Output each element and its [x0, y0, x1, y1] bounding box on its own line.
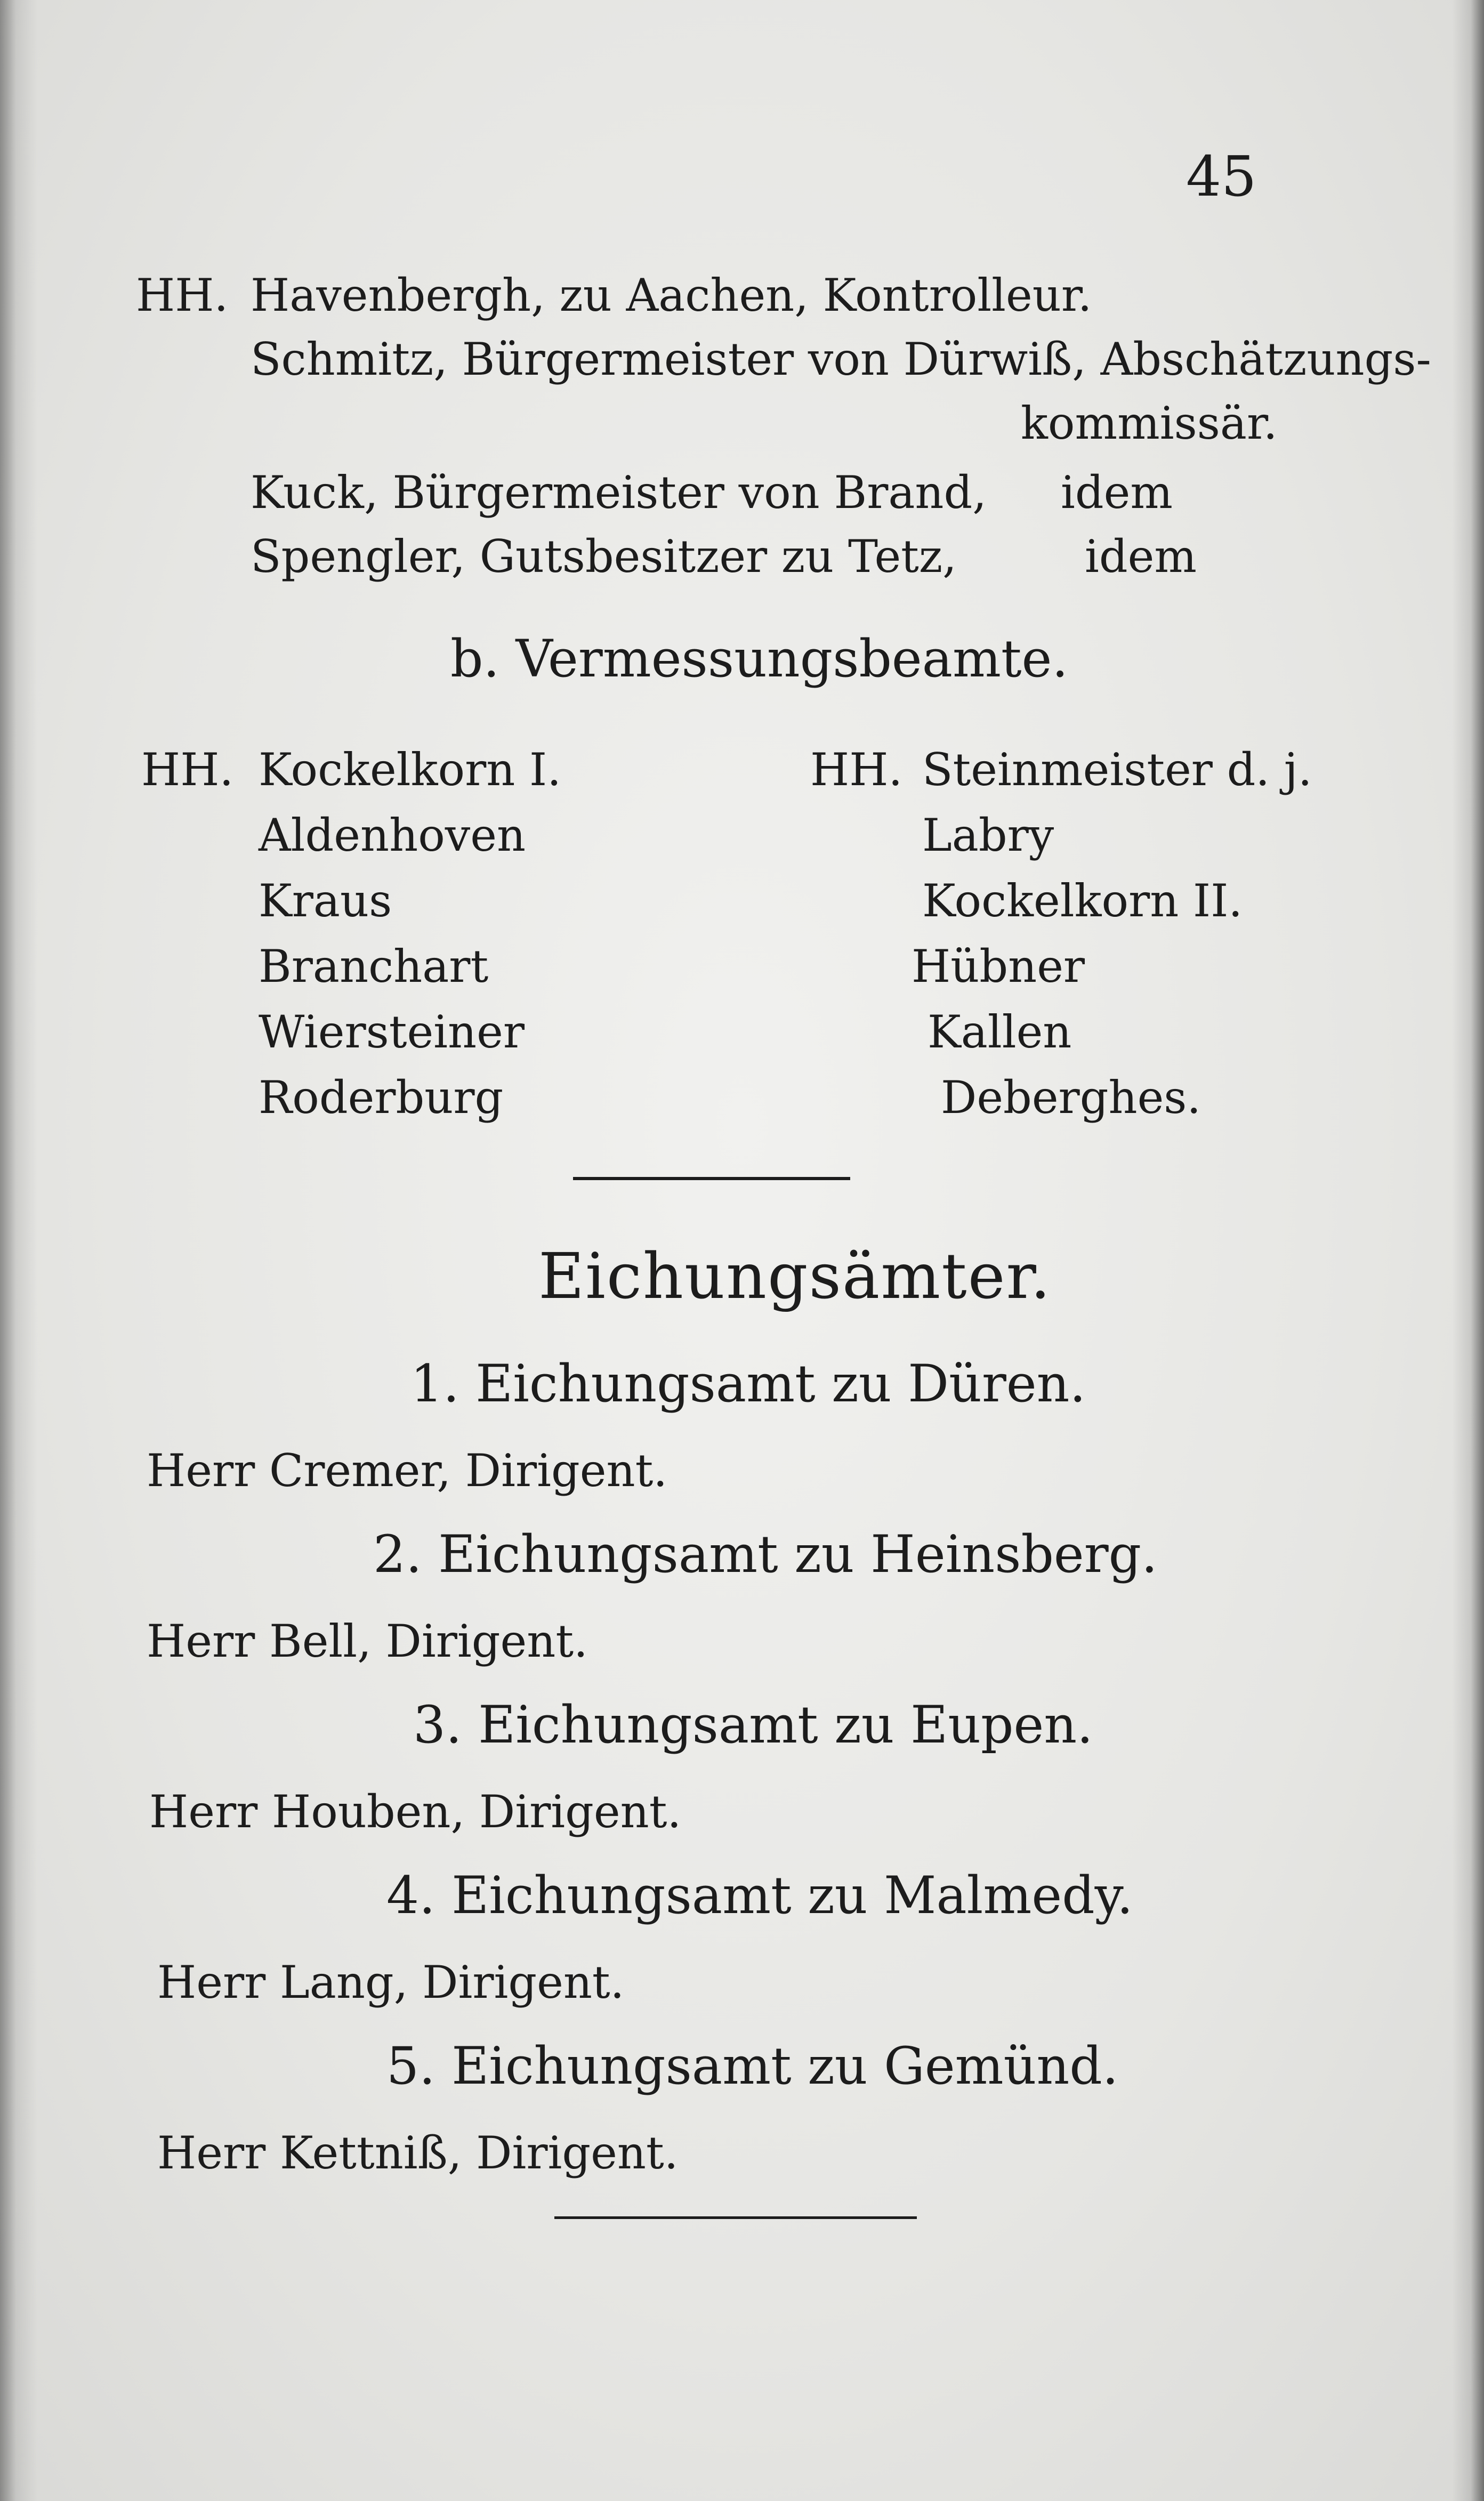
official-spengler: Spengler, Gutsbesitzer zu Tetz,	[251, 530, 957, 583]
official-schmitz-continuation: kommissär.	[1021, 397, 1278, 449]
office-title: 1. Eichungsamt zu Düren.	[410, 1354, 1086, 1414]
survey-right-item: Kallen	[928, 1006, 1072, 1058]
survey-right-item: Kockelkorn II.	[922, 875, 1243, 927]
official-kuck-note: idem	[1061, 466, 1173, 519]
office-person: Herr Lang, Dirigent.	[157, 1956, 625, 2008]
end-divider	[554, 2216, 917, 2219]
official-schmitz: Schmitz, Bürgermeister von Dürwiß, Abschätzungs-	[251, 333, 1431, 385]
office-title: 2. Eichungsamt zu Heinsberg.	[373, 1524, 1158, 1584]
office-title: 3. Eichungsamt zu Eupen.	[413, 1695, 1093, 1755]
survey-right-item: Deberghes.	[941, 1071, 1201, 1124]
survey-left-prefix: HH.	[141, 744, 234, 796]
official-kuck: Kuck, Bürgermeister von Brand,	[251, 466, 987, 519]
survey-left-item: Roderburg	[259, 1071, 504, 1124]
official-havenbergh: Havenbergh, zu Aachen, Kontrolleur.	[251, 269, 1092, 321]
survey-right-prefix: HH.	[810, 744, 903, 796]
survey-right-item: Steinmeister d. j.	[922, 744, 1312, 796]
survey-section-title: b. Vermessungsbeamte.	[450, 629, 1068, 689]
calibration-heading: Eichungsämter.	[538, 1239, 1052, 1313]
survey-right-item: Labry	[922, 809, 1054, 861]
survey-left-item: Kockelkorn I.	[259, 744, 561, 796]
office-person: Herr Bell, Dirigent.	[147, 1615, 588, 1667]
office-person: Herr Kettniß, Dirigent.	[157, 2127, 679, 2179]
survey-left-item: Wiersteiner	[259, 1006, 525, 1058]
survey-left-item: Branchart	[259, 940, 489, 993]
section-divider	[573, 1177, 850, 1180]
survey-right-item: Hübner	[912, 940, 1085, 993]
officials-prefix: HH.	[136, 269, 229, 321]
office-title: 4. Eichungsamt zu Malmedy.	[386, 1866, 1133, 1925]
survey-left-item: Aldenhoven	[259, 809, 526, 861]
page-number: 45	[1186, 144, 1257, 209]
survey-left-item: Kraus	[259, 875, 392, 927]
office-person: Herr Cremer, Dirigent.	[147, 1445, 668, 1497]
office-title: 5. Eichungsamt zu Gemünd.	[386, 2036, 1119, 2096]
office-person: Herr Houben, Dirigent.	[149, 1786, 682, 1838]
official-spengler-note: idem	[1085, 530, 1197, 583]
